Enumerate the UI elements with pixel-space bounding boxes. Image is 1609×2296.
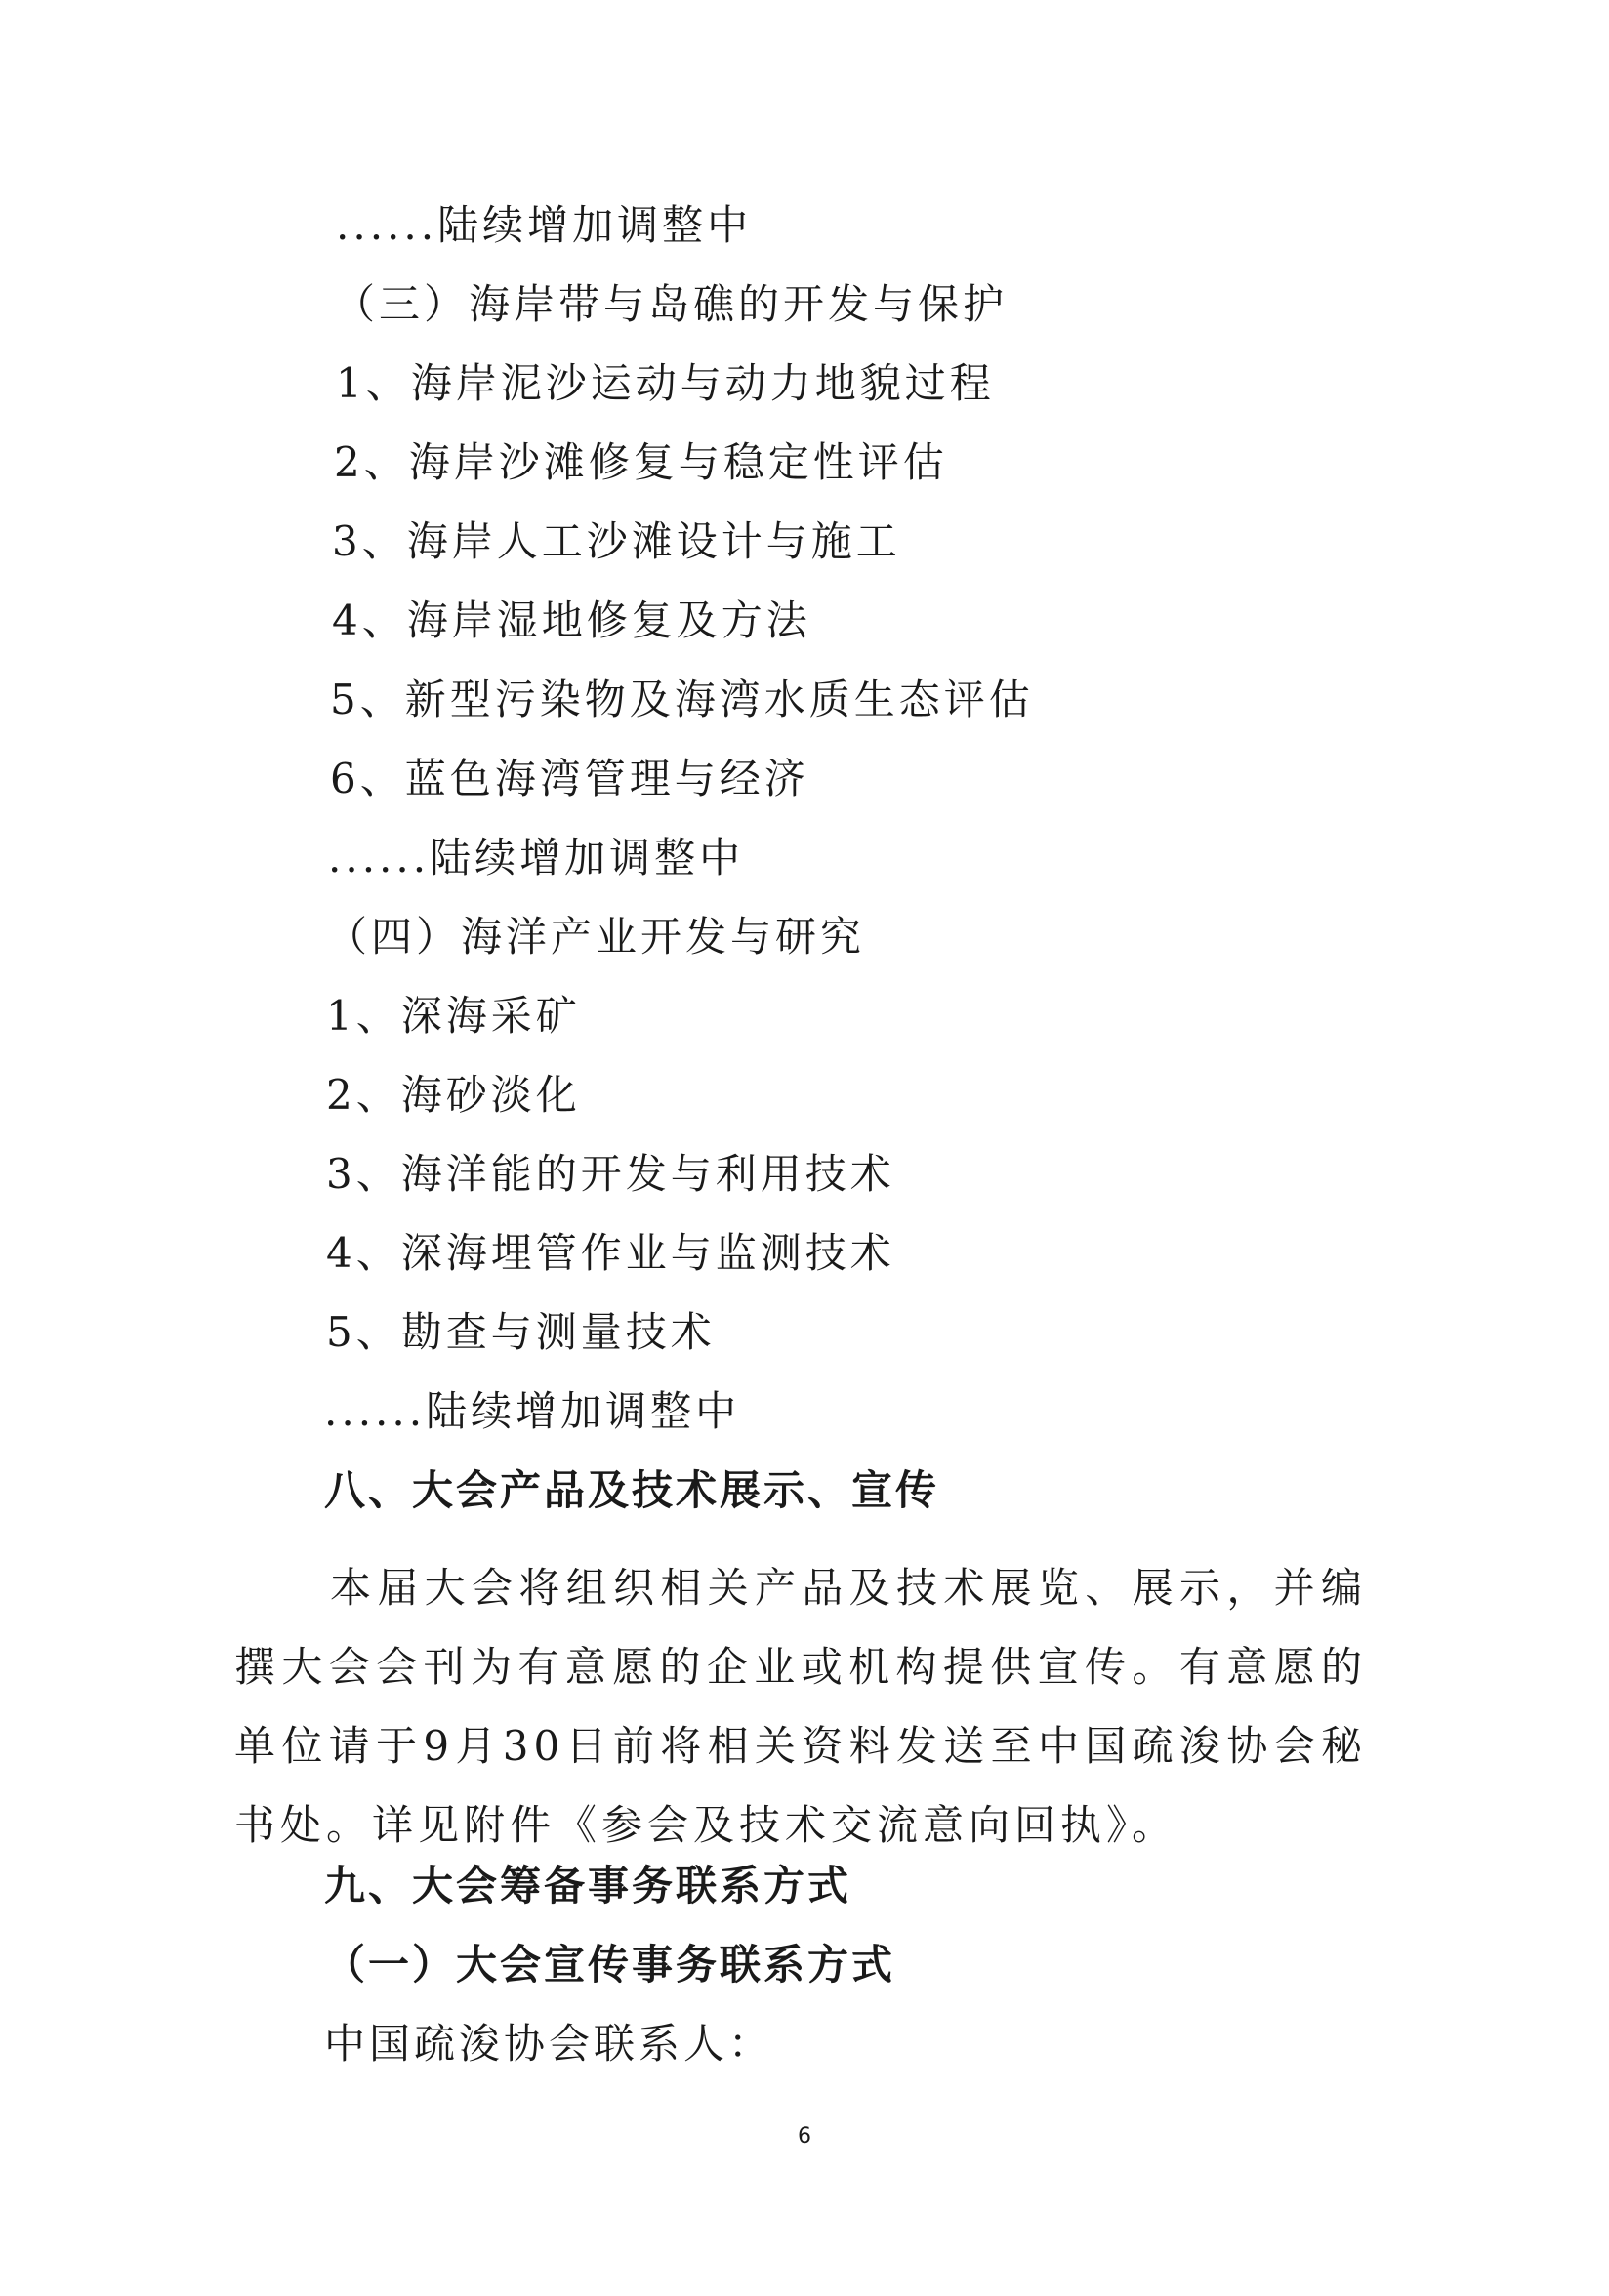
chapter-heading-8: 八、大会产品及技术展示、宣传 — [324, 1466, 940, 1514]
list-item: 1、深海采矿 — [326, 992, 581, 1040]
list-item: 2、海岸沙滩修复与稳定性评估 — [334, 438, 948, 486]
list-item: 2、海砂淡化 — [326, 1071, 581, 1119]
list-item: 4、深海埋管作业与监测技术 — [326, 1229, 895, 1277]
list-continuation: ......陆续增加调整中 — [324, 1387, 741, 1435]
list-item: 3、海洋能的开发与利用技术 — [326, 1150, 895, 1198]
list-item: 4、海岸湿地修复及方法 — [332, 596, 811, 644]
section-heading-3: （三）海岸带与岛礁的开发与保护 — [334, 280, 1009, 328]
subsection-heading: （一）大会宣传事务联系方式 — [324, 1941, 896, 1988]
list-continuation: ......陆续增加调整中 — [328, 834, 745, 882]
page-number: 6 — [798, 2124, 811, 2149]
chapter-heading-9: 九、大会筹备事务联系方式 — [324, 1862, 852, 1909]
list-item: 6、蓝色海湾管理与经济 — [330, 755, 809, 802]
list-item: 3、海岸人工沙滩设计与施工 — [332, 517, 901, 565]
list-item: 1、海岸泥沙运动与动力地貌过程 — [336, 359, 995, 407]
list-continuation: ......陆续增加调整中 — [336, 201, 753, 249]
list-item: 5、勘查与测量技术 — [326, 1308, 716, 1356]
list-item: 5、新型污染物及海湾水质生态评估 — [330, 676, 1034, 723]
paragraph-exhibition: 本届大会将组织相关产品及技术展览、展示，并编撰大会会刊为有意愿的企业或机构提供宣传。有意愿的单位请于9月30日前将相关资料发送至中国疏浚协会秘书处。详见附件《参会及技术交流意向回执》。 — [234, 1564, 1367, 1849]
contact-line: 中国疏浚协会联系人： — [324, 2020, 774, 2068]
section-heading-4: （四）海洋产业开发与研究 — [326, 913, 866, 961]
